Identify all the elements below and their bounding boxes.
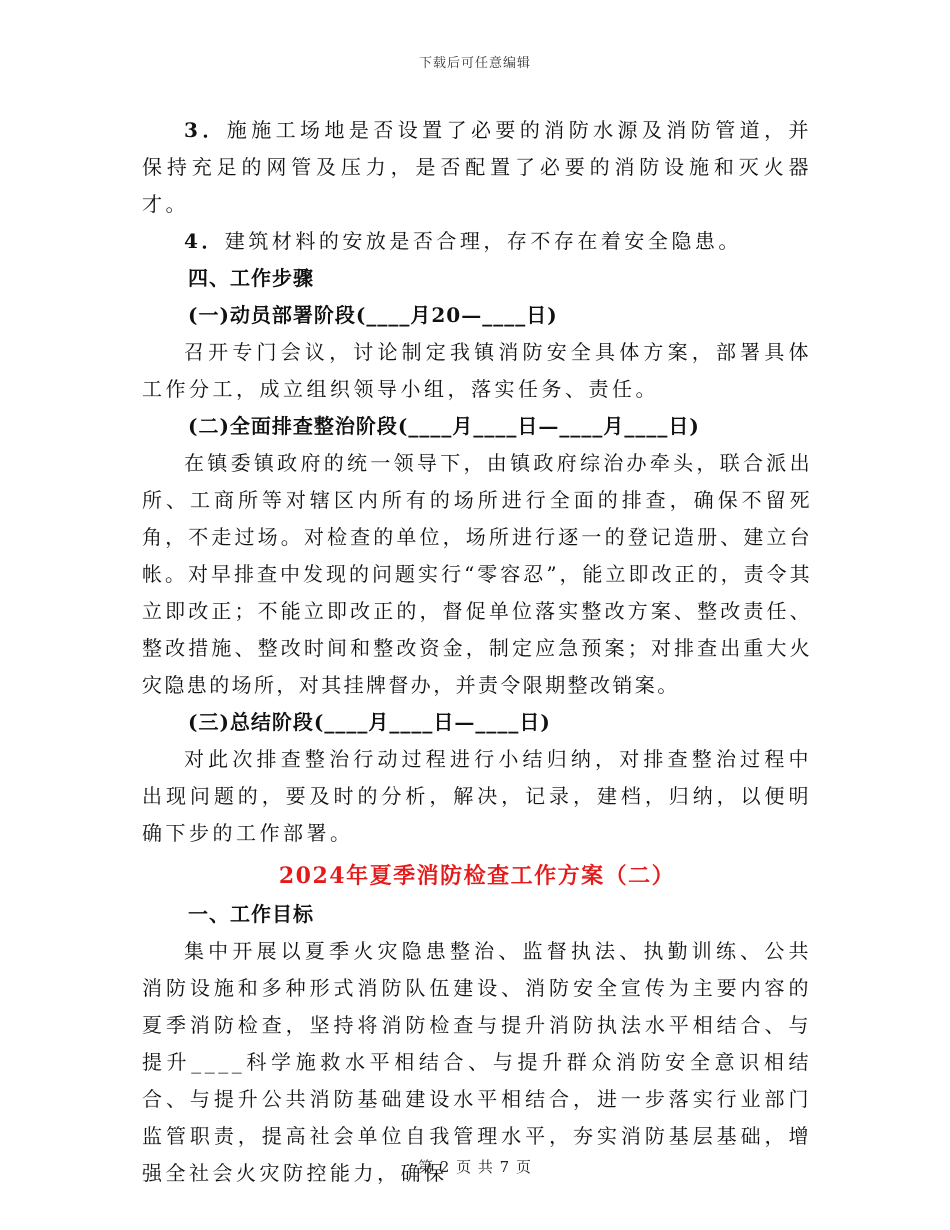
item-3-text: 施施工场地是否设置了必要的消防水源及消防管道，并保持充足的网管及压力，是否配置了必要的消防设施和灭火器才。 [142, 118, 812, 216]
page-number: 第 2 页 共 7 页 [418, 1158, 532, 1176]
goal-paragraph: 集中开展以夏季火灾隐患整治、监督执法、执勤训练、公共消防设施和多种形式消防队伍建设、消防安全宣传为主要内容的夏季消防检查，坚持将消防检查与提升消防执法水平相结合、与提升____科学施救水平相结合、与提升群众消防安全意识相结合、与提升公共消防基础建设水平相结合，进一步落实行业部门监管职责，提高社会单位自我管理水平，夯实消防基层基础，增强全社会火灾防控能力，确保 [142, 939, 812, 1185]
document-body [142, 112, 812, 1192]
page-header-note: 下载后可任意编辑 [418, 56, 531, 71]
plan-2-title: 2024年夏季消防检查工作方案（二） [278, 863, 676, 889]
stage-2-paragraph: 在镇委镇政府的统一领导下，由镇政府综治办牵头，联合派出所、工商所等对辖区内所有的场所进行全面的排查，确保不留死角，不走过场。对检查的单位，场所进行逐一的登记造册、建立台帐。对早排查中发现的问题实行“零容忍”，能立即改正的，责令其立即改正；不能立即改正的，督促单位落实整改方案、整改责任、整改措施、整改时间和整改资金，制定应急预案；对排查出重大火灾隐患的场所，对其挂牌督办，并责令限期整改销案。 [142, 451, 812, 697]
item-3 [142, 112, 812, 223]
stage-3-heading: (三)总结阶段(____月____日—____日) [188, 710, 551, 734]
goal-heading: 一、工作目标 [188, 902, 314, 926]
stage-3-paragraph: 对此次排查整治行动过程进行小结归纳，对排查整治过程中出现问题的，要及时的分析，解决，记录，建档，归纳，以便明确下步的工作部署。 [142, 747, 812, 845]
item-4-number: 4． [184, 229, 225, 253]
item-4-text: 建筑材料的安放是否合理，存不存在着安全隐患。 [224, 229, 742, 253]
stage-1-heading: (一)动员部署阶段(____月20—____日) [188, 303, 558, 327]
item-4 [142, 223, 812, 260]
stage-1-paragraph: 召开专门会议，讨论制定我镇消防安全具体方案，部署具体工作分工，成立组织领导小组，落实任务、责任。 [142, 340, 812, 401]
stage-2-heading: (二)全面排查整治阶段(____月____日—____月____日) [188, 414, 700, 438]
section-4-heading: 四、工作步骤 [188, 266, 314, 290]
item-3-number: 3． [184, 118, 227, 142]
